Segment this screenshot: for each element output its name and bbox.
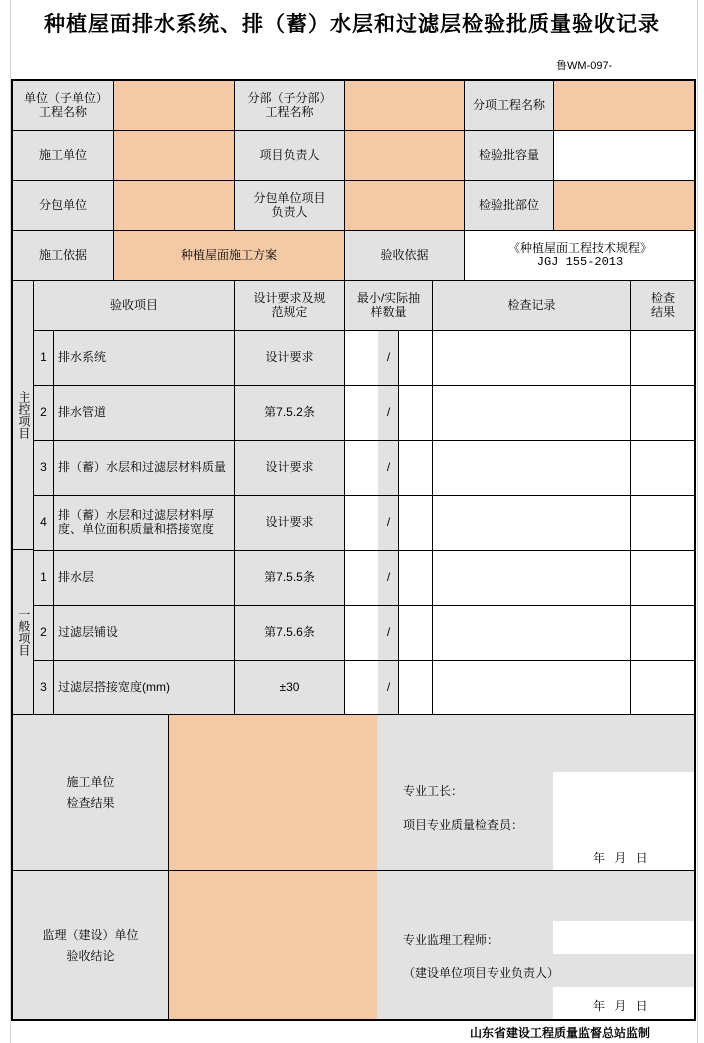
main-control-row-number: 3: [33, 440, 54, 496]
supervisor-date: 年 月 日: [593, 999, 648, 1013]
batch-capacity-input[interactable]: [553, 130, 696, 181]
main-control-row-check-record[interactable]: [432, 495, 631, 551]
main-control-row-number: 2: [33, 385, 54, 441]
subitem-name-input[interactable]: [553, 80, 696, 131]
supervisor-check-label: [12, 870, 169, 1021]
main-control-row-actual-sample[interactable]: [398, 330, 433, 386]
contractor-check-label: [12, 714, 169, 871]
main-control-row-item: 排（蓄）水层和过滤层材料厚度、单位面积质量和搭接宽度: [53, 495, 235, 551]
batch-location-label: 检验批部位: [464, 180, 554, 231]
main-control-label: 主控项目: [12, 280, 34, 550]
sheet-gridline: [697, 0, 698, 1043]
subcontractor-label: 分包单位: [12, 180, 114, 231]
main-control-row-design-req: 第7.5.2条: [234, 385, 345, 441]
main-control-row-slash: /: [378, 330, 399, 386]
main-control-row-item: 排水系统: [53, 330, 235, 386]
batch-capacity-label: 检验批容量: [464, 130, 554, 181]
main-control-row-check-result[interactable]: [630, 495, 696, 551]
main-control-row-min-sample[interactable]: [344, 385, 379, 441]
project-manager-input[interactable]: [344, 130, 465, 181]
supervising-engineer-label: 专业监理工程师：: [403, 933, 500, 947]
general-row-min-sample[interactable]: [344, 660, 379, 716]
general-row-number: 3: [33, 660, 54, 716]
general-items-label: 一般项目: [12, 549, 34, 715]
main-control-row-check-result[interactable]: [630, 385, 696, 441]
main-control-row-item: 排水管道: [53, 385, 235, 441]
col-header-record: 检查记录: [432, 280, 631, 331]
general-row-slash: /: [378, 605, 399, 661]
form-code-label: 鲁WM-097-: [556, 60, 613, 72]
general-row-min-sample[interactable]: [344, 605, 379, 661]
main-control-row-min-sample[interactable]: [344, 495, 379, 551]
col-header-sample: 最小/实际抽样数量: [344, 280, 433, 331]
supervisor-check-label-line2: 验收结论: [66, 948, 115, 963]
contractor-check-label-line2: 检查结果: [66, 795, 115, 810]
general-row-check-result[interactable]: [630, 605, 696, 661]
general-row-number: 1: [33, 550, 54, 606]
sub-pm-label: 分包单位项目负责人: [234, 180, 345, 231]
main-control-row-actual-sample[interactable]: [398, 495, 433, 551]
main-control-row-check-record[interactable]: [432, 330, 631, 386]
general-row-design-req: ±30: [234, 660, 345, 716]
col-header-design: 设计要求及规范规定: [234, 280, 345, 331]
standard-name: 《种植屋面工程技术规程》: [507, 240, 652, 255]
main-control-row-number: 1: [33, 330, 54, 386]
quality-inspector-label: 项目专业质量检查员：: [403, 818, 524, 832]
general-row-check-result[interactable]: [630, 660, 696, 716]
page-title: 种植屋面排水系统、排（蓄）水层和过滤层检验批质量验收记录: [44, 13, 660, 36]
general-row-min-sample[interactable]: [344, 550, 379, 606]
supervisor-conclusion-input[interactable]: [168, 870, 378, 1021]
construction-basis-label: 施工依据: [12, 230, 114, 281]
main-control-row-slash: /: [378, 495, 399, 551]
form-code-input[interactable]: [620, 53, 696, 75]
division-name-input[interactable]: [344, 80, 465, 131]
contractor-check-label-line1: 施工单位: [66, 775, 115, 790]
standard-code: JGJ 155-2013: [536, 254, 624, 269]
general-row-check-record[interactable]: [432, 660, 631, 716]
main-control-row-design-req: 设计要求: [234, 330, 345, 386]
main-control-row-check-record[interactable]: [432, 385, 631, 441]
subcontractor-input[interactable]: [113, 180, 235, 231]
contractor-label: 施工单位: [12, 130, 114, 181]
foreman-label: 专业工长：: [403, 784, 464, 798]
contractor-input[interactable]: [113, 130, 235, 181]
project-manager-label: 项目负责人: [234, 130, 345, 181]
main-control-row-design-req: 设计要求: [234, 495, 345, 551]
general-row-design-req: 第7.5.5条: [234, 550, 345, 606]
main-control-row-slash: /: [378, 385, 399, 441]
general-row-actual-sample[interactable]: [398, 605, 433, 661]
general-row-design-req: 第7.5.6条: [234, 605, 345, 661]
col-header-result: 检查结果: [630, 280, 696, 331]
general-row-check-record[interactable]: [432, 550, 631, 606]
main-control-row-item: 排（蓄）水层和过滤层材料质量: [53, 440, 235, 496]
general-row-item: 过滤层搭接宽度(mm): [53, 660, 235, 716]
acceptance-basis-value: [464, 230, 696, 281]
unit-name-label: 单位（子单位）工程名称: [12, 80, 114, 131]
contractor-check-result-input[interactable]: [168, 714, 378, 871]
general-row-slash: /: [378, 550, 399, 606]
footer-issuer: 山东省建设工程质量监督总站监制: [470, 1026, 651, 1040]
main-control-row-check-record[interactable]: [432, 440, 631, 496]
main-control-row-slash: /: [378, 440, 399, 496]
subitem-name-label: 分项工程名称: [464, 80, 554, 131]
supervisor-engineer-box[interactable]: [553, 921, 696, 954]
general-row-slash: /: [378, 660, 399, 716]
col-header-item: 验收项目: [33, 280, 235, 331]
general-row-actual-sample[interactable]: [398, 660, 433, 716]
main-control-row-check-result[interactable]: [630, 330, 696, 386]
main-control-row-actual-sample[interactable]: [398, 385, 433, 441]
contractor-date: 年 月 日: [593, 851, 648, 865]
supervisor-check-label-line1: 监理（建设）单位: [42, 928, 139, 943]
general-row-number: 2: [33, 605, 54, 661]
unit-name-input[interactable]: [113, 80, 235, 131]
acceptance-basis-label: 验收依据: [344, 230, 465, 281]
construction-basis-value[interactable]: 种植屋面施工方案: [113, 230, 345, 281]
general-row-check-record[interactable]: [432, 605, 631, 661]
main-control-row-actual-sample[interactable]: [398, 440, 433, 496]
owner-representative-label: （建设单位项目专业负责人）: [403, 966, 560, 980]
main-control-row-design-req: 设计要求: [234, 440, 345, 496]
batch-location-input[interactable]: [553, 180, 696, 231]
main-control-row-min-sample[interactable]: [344, 330, 379, 386]
sub-pm-input[interactable]: [344, 180, 465, 231]
general-row-check-result[interactable]: [630, 550, 696, 606]
main-control-row-number: 4: [33, 495, 54, 551]
general-row-item: 过滤层铺设: [53, 605, 235, 661]
main-control-row-check-result[interactable]: [630, 440, 696, 496]
general-row-actual-sample[interactable]: [398, 550, 433, 606]
division-name-label: 分部（子分部）工程名称: [234, 80, 345, 131]
sheet-gridline: [10, 0, 11, 1043]
main-control-row-min-sample[interactable]: [344, 440, 379, 496]
general-row-item: 排水层: [53, 550, 235, 606]
